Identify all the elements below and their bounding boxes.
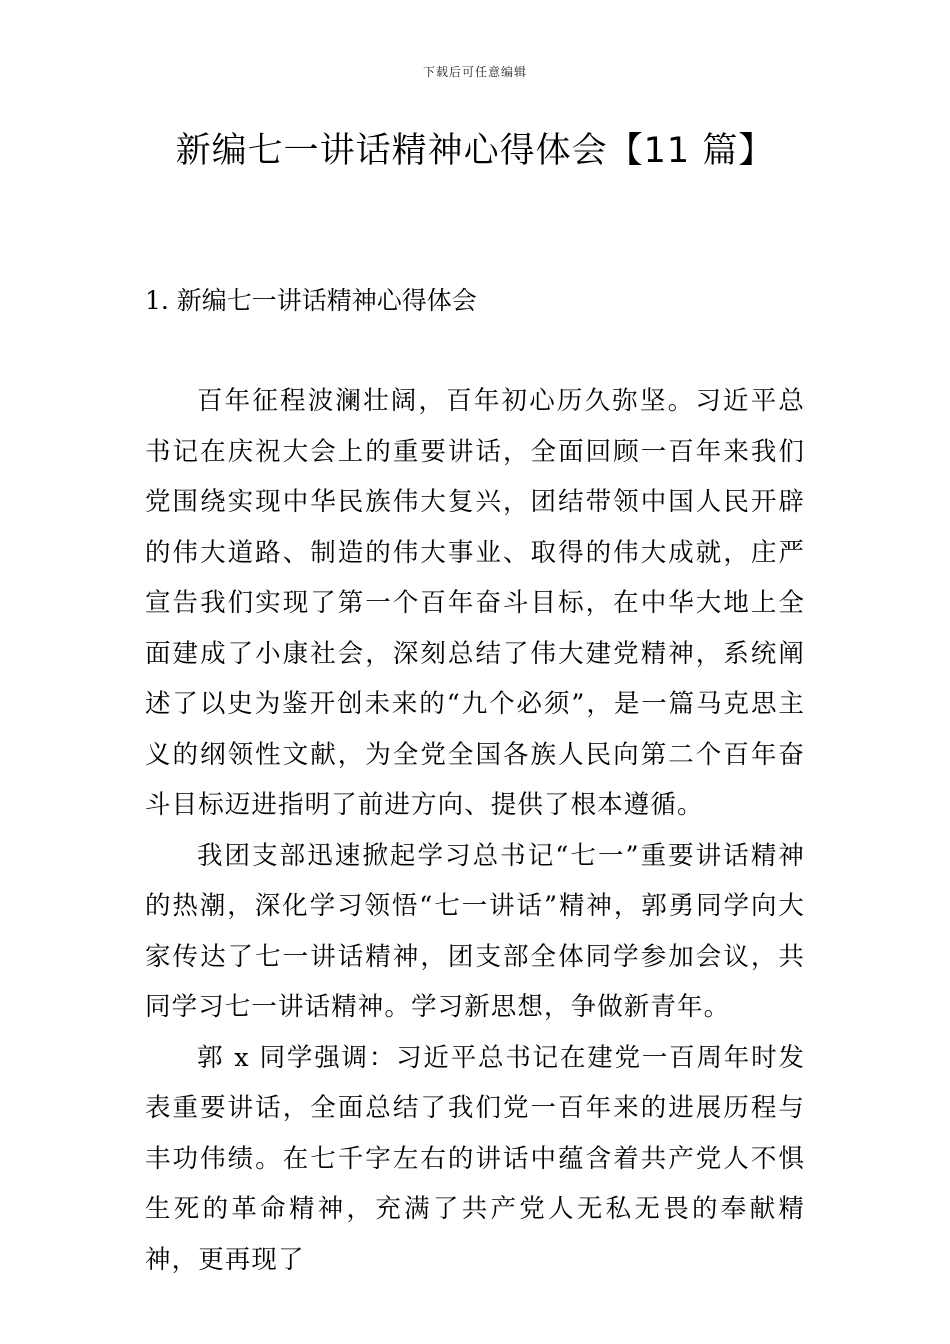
paragraph: 百年征程波澜壮阔，百年初心历久弥坚。习近平总书记在庆祝大会上的重要讲话，全面回顾一百年来我们党围绕实现中华民族伟大复兴，团结带领中国人民开辟的伟大道路、制造的伟大事业、取得的伟大成就，庄严宣告我们实现了第一个百年奋斗目标，在中华大地上全面建成了小康社会，深刻总结了伟大建党精神，系统阐述了以史为鉴开创未来的“九个必须”，是一篇马克思主义的纲领性文献，为全党全国各族人民向第二个百年奋斗目标迈进指明了前进方向、提供了根本遵循。 xyxy=(145,386,805,820)
paragraph: 郭 x 同学强调：习近平总书记在建党一百周年时发表重要讲话，全面总结了我们党一百年来的进展历程与丰功伟绩。在七千字左右的讲话中蕴含着共产党人不惧生死的革命精神，充满了共产党人无私无畏的奉献精神，更再现了 xyxy=(145,1042,805,1275)
section-heading: 1. 新编七一讲话精神心得体会 xyxy=(145,286,477,315)
document-title: 新编七一讲话精神心得体会【11 篇】 xyxy=(175,131,775,171)
paragraph: 我团支部迅速掀起学习总书记“七一”重要讲话精神的热潮，深化学习领悟“七一讲话”精神，郭勇同学向大家传达了七一讲话精神，团支部全体同学参加会议，共同学习七一讲话精神。学习新思想，争做新青年。 xyxy=(145,840,805,1022)
header-note: 下载后可任意编辑 xyxy=(422,65,527,79)
body-text xyxy=(145,376,805,1285)
